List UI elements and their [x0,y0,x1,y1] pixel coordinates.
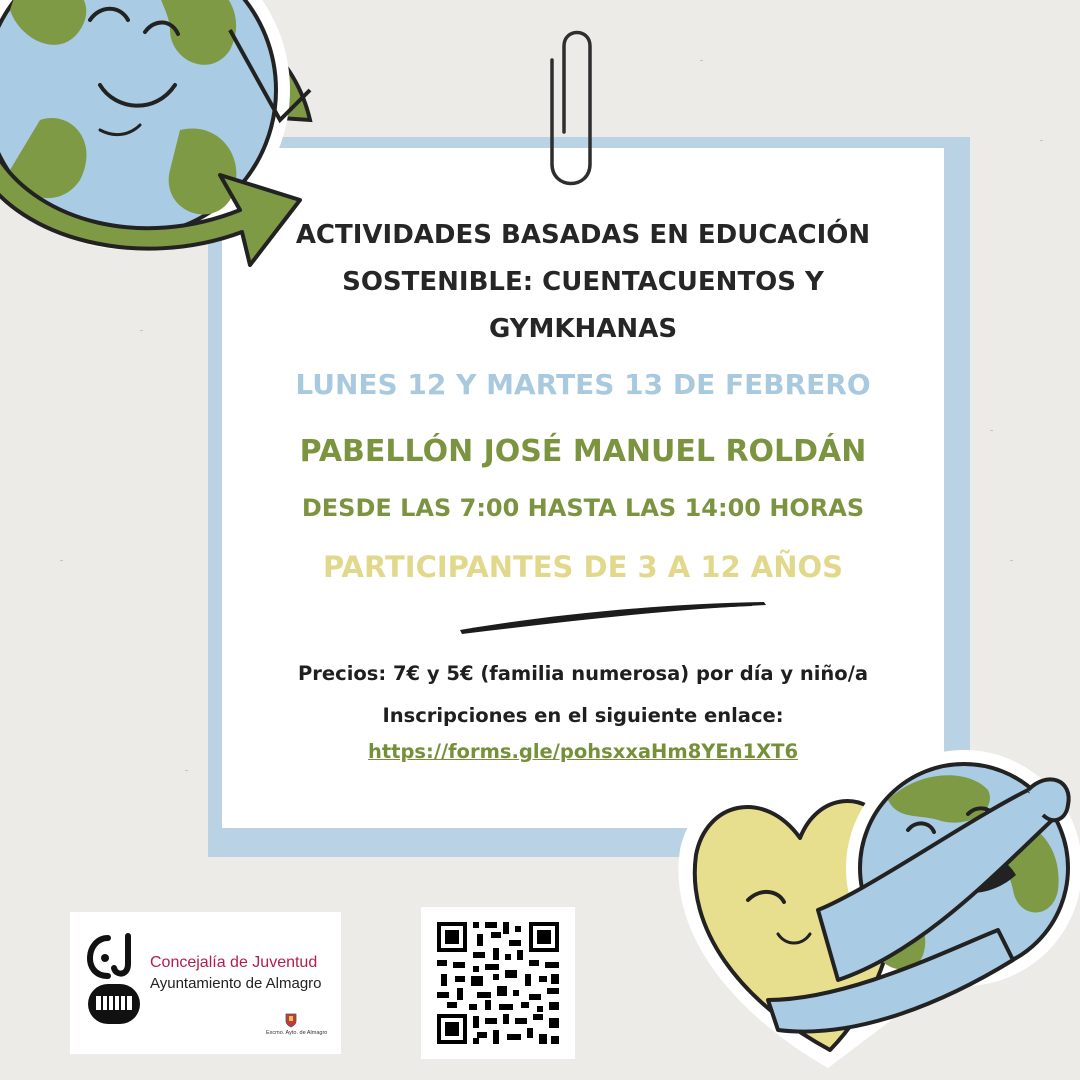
brush-stroke-divider [452,594,772,638]
logo-subtitle: Ayuntamiento de Almagro [150,975,322,992]
texture-speck [1040,140,1043,141]
event-title: ACTIVIDADES BASADAS EN EDUCACIÓN SOSTENIBLE: CUENTACUENTOS Y GYMKHANAS [295,220,871,344]
crest-icon [284,1012,298,1028]
event-participants: PARTICIPANTES DE 3 A 12 AÑOS [322,550,844,584]
earth-recycle-icon [0,0,350,280]
texture-speck [990,430,993,431]
qr-code[interactable] [421,907,575,1059]
event-venue: PABELLÓN JOSÉ MANUEL ROLDÁN [299,434,867,469]
prices-text: Precios: 7€ y 5€ (familia numerosa) por día y niño/a [298,662,868,685]
texture-speck [1010,560,1013,561]
texture-speck [140,330,143,331]
event-schedule: DESDE LAS 7:00 HASTA LAS 14:00 HORAS [301,494,865,522]
juventud-logo [70,912,341,1054]
texture-speck [700,60,703,61]
juventud-emblem-icon [78,928,150,1038]
texture-speck [60,560,63,561]
heart-hugging-earth-icon [668,750,1080,1080]
paperclip-icon [540,14,612,194]
texture-speck [185,770,188,771]
qr-code-icon [433,918,563,1048]
registration-link[interactable]: https://forms.gle/pohsxxaHm8YEn1XT6 [367,740,799,763]
logo-name: Concejalía de Juventud [150,954,318,971]
event-date: LUNES 12 Y MARTES 13 DE FEBRERO [295,368,871,401]
crest-caption: Excmo. Ayto. de Almagro [266,1030,328,1036]
enrollment-text: Inscripciones en el siguiente enlace: [382,704,784,727]
